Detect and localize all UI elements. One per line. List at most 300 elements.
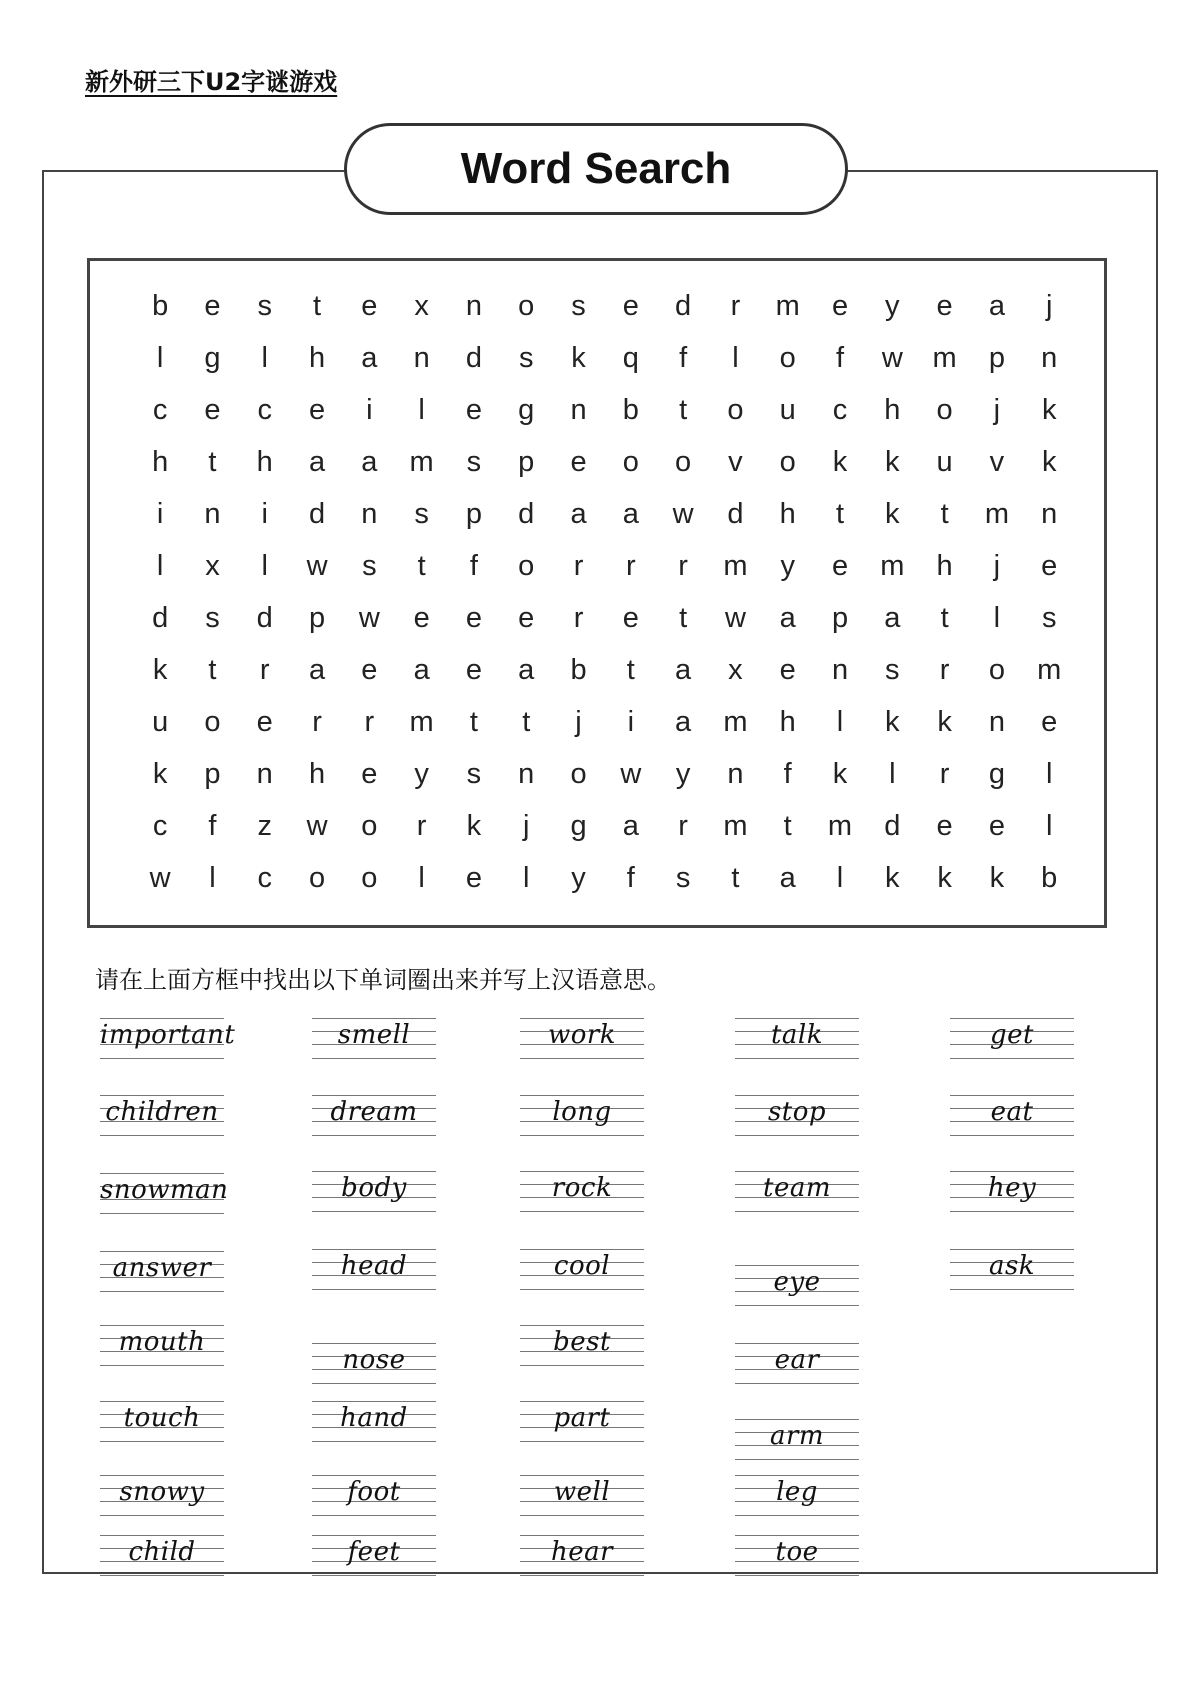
vocab-word-dream [312, 1092, 436, 1140]
grid-letter[interactable]: e [622, 601, 639, 634]
vocab-word-text: children [105, 1097, 219, 1127]
grid-row [134, 800, 1064, 852]
grid-letter[interactable]: n [831, 653, 849, 686]
grid-letter[interactable]: n [413, 341, 430, 374]
grid-letter[interactable]: w [306, 809, 328, 842]
grid-letter[interactable]: a [622, 809, 639, 842]
vocab-word-head [312, 1246, 436, 1294]
grid-letter[interactable]: d [308, 497, 326, 530]
grid-letter[interactable]: c [152, 809, 168, 842]
vocab-word-text: mouth [118, 1327, 206, 1357]
grid-letter[interactable]: e [308, 393, 326, 426]
grid-letter[interactable]: l [993, 601, 1001, 634]
grid-letter[interactable]: k [1041, 393, 1057, 426]
grid-letter[interactable]: o [361, 809, 378, 842]
grid-letter[interactable]: a [622, 497, 639, 530]
vocab-word-child [100, 1532, 224, 1580]
vocab-word-text: toe [775, 1537, 819, 1567]
grid-letter[interactable]: r [730, 289, 741, 322]
vocab-word-foot [312, 1472, 436, 1520]
grid-letter[interactable]: k [571, 341, 586, 374]
grid-letter[interactable]: e [988, 809, 1005, 842]
vocab-word-important [100, 1015, 236, 1063]
grid-letter[interactable]: l [523, 861, 530, 894]
vocab-word-text: talk [770, 1020, 824, 1050]
grid-letter[interactable]: n [988, 705, 1005, 738]
grid-letter[interactable]: a [413, 653, 430, 686]
grid-letter[interactable]: l [209, 861, 216, 894]
grid-letter[interactable]: c [152, 393, 168, 426]
grid-letter[interactable]: o [361, 861, 378, 894]
grid-letter[interactable]: d [727, 497, 744, 530]
grid-letter[interactable]: s [414, 497, 429, 530]
vocab-word-rock [520, 1168, 644, 1216]
grid-letter[interactable]: d [152, 601, 169, 634]
grid-letter[interactable]: d [675, 289, 692, 322]
grid-letter[interactable]: e [570, 445, 587, 478]
grid-letter[interactable]: g [570, 809, 587, 842]
vocab-word-work [520, 1015, 644, 1063]
grid-row [134, 488, 1064, 540]
grid-letter[interactable]: r [939, 653, 950, 686]
vocab-word-text: part [553, 1403, 611, 1433]
vocab-word-nose [312, 1340, 436, 1388]
vocab-word-text: get [990, 1020, 1034, 1050]
grid-letter[interactable]: r [573, 549, 584, 582]
grid-letter[interactable]: e [936, 809, 953, 842]
vocab-word-eat [950, 1092, 1074, 1140]
grid-letter[interactable]: w [149, 861, 171, 894]
grid-letter[interactable]: d [465, 341, 482, 374]
grid-letter[interactable]: r [625, 549, 636, 582]
grid-letter[interactable]: h [779, 705, 796, 738]
grid-letter[interactable]: u [936, 445, 953, 478]
grid-letter[interactable]: s [518, 341, 534, 374]
vocab-word-best [520, 1322, 644, 1370]
vocab-word-text: team [763, 1173, 831, 1203]
grid-letter[interactable]: m [409, 445, 434, 478]
vocab-word-text: answer [112, 1253, 212, 1283]
vocab-word-text: touch [123, 1403, 201, 1433]
grid-letter[interactable]: x [728, 653, 743, 686]
grid-letter[interactable]: k [832, 757, 848, 790]
grid-letter[interactable]: o [308, 861, 326, 894]
grid-letter[interactable]: l [418, 393, 425, 426]
grid-letter[interactable]: r [364, 705, 375, 738]
grid-letter[interactable]: f [679, 341, 688, 374]
grid-letter[interactable]: a [361, 341, 378, 374]
vocab-word-cool [520, 1246, 644, 1294]
grid-letter[interactable]: p [204, 757, 221, 790]
vocab-word-answer [100, 1248, 224, 1296]
grid-letter[interactable]: a [675, 653, 692, 686]
grid-letter[interactable]: d [884, 809, 901, 842]
vocab-word-talk [735, 1015, 859, 1063]
grid-letter[interactable]: e [204, 289, 221, 322]
vocab-word-feet [312, 1532, 436, 1580]
grid-letter[interactable]: v [989, 445, 1005, 478]
grid-letter[interactable]: e [204, 393, 221, 426]
grid-letter[interactable]: i [627, 705, 635, 738]
grid-letter[interactable]: r [678, 549, 688, 582]
vocab-word-part [520, 1398, 644, 1446]
grid-letter[interactable]: q [622, 341, 639, 374]
grid-letter[interactable]: f [626, 861, 635, 894]
grid-letter[interactable]: e [1041, 705, 1058, 738]
grid-letter[interactable]: h [152, 445, 169, 478]
grid-letter[interactable]: l [1045, 757, 1053, 790]
grid-letter[interactable]: h [308, 757, 326, 790]
grid-letter[interactable]: a [779, 861, 796, 894]
grid-letter[interactable]: n [1041, 497, 1058, 530]
grid-row [134, 540, 1064, 592]
grid-letter[interactable]: r [259, 653, 270, 686]
vocab-word-text: eye [773, 1267, 821, 1297]
grid-letter[interactable]: e [361, 289, 378, 322]
grid-letter[interactable]: a [675, 705, 692, 738]
grid-letter[interactable]: w [358, 601, 380, 634]
vocab-word-text: hey [987, 1173, 1037, 1203]
grid-letter[interactable]: t [208, 445, 217, 478]
grid-letter[interactable]: m [775, 289, 800, 322]
grid-letter[interactable]: o [518, 549, 535, 582]
grid-letter[interactable]: b [1041, 861, 1058, 894]
grid-row [134, 852, 1064, 904]
vocab-word-hand [312, 1398, 436, 1446]
vocab-word-text: rock [551, 1173, 613, 1203]
vocab-word-text: important [100, 1020, 236, 1050]
vocab-word-body [312, 1168, 436, 1216]
grid-row [134, 384, 1064, 436]
grid-letter[interactable]: s [1041, 601, 1057, 634]
grid-letter[interactable]: l [732, 341, 739, 374]
grid-letter[interactable]: l [836, 861, 844, 894]
grid-letter[interactable]: d [256, 601, 273, 634]
grid-letter[interactable]: k [152, 653, 168, 686]
grid-letter[interactable]: l [889, 757, 896, 790]
grid-letter[interactable]: a [361, 445, 378, 478]
vocab-word-text: snowy [119, 1477, 205, 1507]
vocab-word-text: smell [337, 1020, 411, 1050]
grid-letter[interactable]: e [413, 601, 430, 634]
grid-letter[interactable]: l [156, 341, 164, 374]
grid-letter[interactable]: t [469, 705, 478, 738]
grid-letter[interactable]: c [257, 393, 272, 426]
grid-letter[interactable]: g [204, 341, 221, 374]
grid-letter[interactable]: n [727, 757, 744, 790]
grid-letter[interactable]: f [835, 341, 845, 374]
grid-letter[interactable]: a [988, 289, 1005, 322]
grid-letter[interactable]: t [626, 653, 635, 686]
grid-row [134, 332, 1064, 384]
grid-letter[interactable]: e [831, 289, 849, 322]
grid-letter[interactable]: r [312, 705, 322, 738]
grid-row [134, 592, 1064, 644]
vocab-word-team [735, 1168, 859, 1216]
grid-letter[interactable]: o [204, 705, 221, 738]
grid-letter[interactable]: a [518, 653, 535, 686]
grid-letter[interactable]: e [465, 601, 482, 634]
grid-letter[interactable]: k [885, 445, 900, 478]
grid-letter[interactable]: f [469, 549, 478, 582]
word-search-title: Word Search [460, 144, 732, 193]
grid-letter[interactable]: y [780, 549, 795, 582]
grid-letter[interactable]: k [989, 861, 1005, 894]
grid-letter[interactable]: z [257, 809, 272, 842]
vocab-word-text: nose [342, 1345, 406, 1375]
grid-letter[interactable]: t [679, 601, 688, 634]
grid-letter[interactable]: m [827, 809, 853, 842]
grid-row [134, 436, 1064, 488]
grid-letter[interactable]: l [836, 705, 844, 738]
vocab-word-touch [100, 1398, 224, 1446]
grid-letter[interactable]: y [885, 289, 900, 322]
vocab-word-text: eat [990, 1097, 1034, 1127]
grid-letter[interactable]: n [570, 393, 587, 426]
vocab-word-get [950, 1015, 1074, 1063]
grid-letter[interactable]: e [779, 653, 796, 686]
grid-letter[interactable]: m [880, 549, 905, 582]
grid-letter[interactable]: o [622, 445, 639, 478]
grid-letter[interactable]: n [256, 757, 273, 790]
grid-letter[interactable]: p [988, 341, 1005, 374]
grid-letter[interactable]: j [523, 809, 530, 842]
grid-letter[interactable]: i [261, 497, 268, 530]
vocab-word-text: ear [774, 1345, 820, 1375]
grid-letter[interactable]: k [937, 861, 952, 894]
grid-letter[interactable]: k [885, 497, 900, 530]
grid-letter[interactable]: h [256, 445, 273, 478]
vocab-word-text: foot [347, 1477, 401, 1507]
grid-letter[interactable]: t [783, 809, 792, 842]
grid-letter[interactable]: o [570, 757, 587, 790]
grid-letter[interactable]: k [152, 757, 168, 790]
grid-letter[interactable]: e [622, 289, 639, 322]
vocab-word-text: hear [550, 1537, 614, 1567]
grid-letter[interactable]: s [257, 289, 272, 322]
vocab-word-text: feet [347, 1537, 401, 1567]
grid-row [134, 748, 1064, 800]
vocab-word-text: head [340, 1251, 408, 1281]
vocab-word-text: ask [988, 1251, 1036, 1281]
grid-letter[interactable]: r [573, 601, 584, 634]
grid-letter[interactable]: d [518, 497, 535, 530]
grid-letter[interactable]: h [308, 341, 326, 374]
grid-letter[interactable]: p [518, 445, 535, 478]
grid-letter[interactable]: w [620, 757, 642, 790]
grid-letter[interactable]: e [465, 861, 482, 894]
vocab-word-text: work [547, 1020, 617, 1050]
grid-row [134, 696, 1064, 748]
grid-letter[interactable]: b [622, 393, 639, 426]
grid-letter[interactable]: u [152, 705, 169, 738]
grid-letter[interactable]: k [937, 705, 952, 738]
grid-letter[interactable]: t [417, 549, 426, 582]
vocab-word-eye [735, 1262, 859, 1310]
grid-letter[interactable]: t [940, 601, 949, 634]
vocab-word-hear [520, 1532, 644, 1580]
grid-letter[interactable]: m [1037, 653, 1062, 686]
vocab-word-toe [735, 1532, 859, 1580]
vocab-word-text: body [341, 1173, 407, 1203]
grid-letter[interactable]: h [936, 549, 953, 582]
grid-letter[interactable]: w [672, 497, 694, 530]
grid-letter[interactable]: n [361, 497, 378, 530]
grid-letter[interactable]: e [936, 289, 953, 322]
vocab-word-text: long [552, 1097, 612, 1127]
grid-letter[interactable]: k [466, 809, 482, 842]
vocab-word-text: well [553, 1477, 611, 1507]
grid-letter[interactable]: m [984, 497, 1009, 530]
grid-letter[interactable]: n [204, 497, 221, 530]
grid-letter[interactable]: e [831, 549, 849, 582]
grid-letter[interactable]: n [518, 757, 535, 790]
grid-letter[interactable]: s [675, 861, 691, 894]
grid-letter[interactable]: o [727, 393, 744, 426]
vocab-word-text: best [553, 1327, 611, 1357]
grid-letter[interactable]: t [679, 393, 688, 426]
grid-letter[interactable]: n [1041, 341, 1058, 374]
grid-letter[interactable]: k [885, 705, 900, 738]
grid-letter[interactable]: t [522, 705, 531, 738]
grid-letter[interactable]: i [366, 393, 373, 426]
grid-letter[interactable]: s [571, 289, 586, 322]
grid-letter[interactable]: y [414, 757, 429, 790]
grid-letter[interactable]: r [678, 809, 688, 842]
grid-letter[interactable]: l [261, 549, 268, 582]
grid-letter[interactable]: e [465, 653, 482, 686]
grid-letter[interactable]: i [156, 497, 164, 530]
grid-letter[interactable]: x [414, 289, 429, 322]
grid-letter[interactable]: t [731, 861, 740, 894]
grid-letter[interactable]: k [1041, 445, 1057, 478]
grid-letter[interactable]: a [884, 601, 901, 634]
vocab-word-arm [735, 1416, 859, 1464]
grid-letter[interactable]: a [779, 601, 796, 634]
grid-letter[interactable]: o [779, 341, 796, 374]
grid-letter[interactable]: a [308, 445, 326, 478]
vocab-word-mouth [100, 1322, 224, 1370]
grid-letter[interactable]: w [881, 341, 903, 374]
vocab-word-snowy [100, 1472, 224, 1520]
grid-letter[interactable]: r [416, 809, 427, 842]
vocab-word-stop [735, 1092, 859, 1140]
grid-letter[interactable]: c [832, 393, 848, 426]
grid-letter[interactable]: j [993, 549, 1001, 582]
grid-letter[interactable]: m [723, 809, 748, 842]
grid-letter[interactable]: e [1041, 549, 1058, 582]
grid-letter[interactable]: k [885, 861, 900, 894]
grid-letter[interactable]: e [465, 393, 482, 426]
grid-letter[interactable]: j [1045, 289, 1053, 322]
grid-letter[interactable]: s [885, 653, 900, 686]
grid-letter[interactable]: h [884, 393, 901, 426]
grid-letter[interactable]: a [308, 653, 326, 686]
vocab-word-long [520, 1092, 644, 1140]
vocab-word-hey [950, 1168, 1074, 1216]
grid-letter[interactable]: t [940, 497, 949, 530]
grid-row [134, 280, 1064, 332]
grid-row [134, 644, 1064, 696]
grid-letter[interactable]: o [675, 445, 692, 478]
vocab-word-text: leg [776, 1477, 818, 1507]
grid-letter[interactable]: v [728, 445, 743, 478]
grid-letter[interactable]: m [409, 705, 434, 738]
letter-grid [134, 280, 1064, 904]
grid-letter[interactable]: s [466, 445, 482, 478]
grid-letter[interactable]: w [724, 601, 746, 634]
grid-letter[interactable]: e [518, 601, 535, 634]
grid-letter[interactable]: m [932, 341, 957, 374]
grid-letter[interactable]: o [518, 289, 535, 322]
grid-letter[interactable]: e [256, 705, 273, 738]
grid-letter[interactable]: m [723, 705, 748, 738]
grid-letter[interactable]: l [418, 861, 425, 894]
word-search-title-banner [344, 123, 848, 215]
grid-letter[interactable]: g [988, 757, 1005, 790]
grid-letter[interactable]: p [831, 601, 849, 634]
vocab-word-text: child [128, 1537, 196, 1567]
grid-letter[interactable]: r [939, 757, 950, 790]
grid-letter[interactable]: t [835, 497, 845, 530]
vocab-word-text: stop [767, 1097, 827, 1127]
grid-letter[interactable]: o [988, 653, 1005, 686]
grid-letter[interactable]: x [205, 549, 220, 582]
grid-letter[interactable]: l [261, 341, 268, 374]
document-title: 新外研三下U2字谜游戏 [85, 68, 338, 96]
grid-letter[interactable]: f [783, 757, 792, 790]
grid-letter[interactable]: o [779, 445, 796, 478]
grid-letter[interactable]: p [465, 497, 482, 530]
grid-letter[interactable]: j [993, 393, 1001, 426]
grid-letter[interactable]: n [465, 289, 482, 322]
grid-letter[interactable]: y [675, 757, 691, 790]
vocab-word-leg [735, 1472, 859, 1520]
grid-letter[interactable]: o [936, 393, 953, 426]
grid-letter[interactable]: s [466, 757, 482, 790]
grid-letter[interactable]: y [571, 861, 586, 894]
grid-letter[interactable]: b [152, 289, 169, 322]
grid-letter[interactable]: p [308, 601, 326, 634]
vocab-word-well [520, 1472, 644, 1520]
grid-letter[interactable]: c [257, 861, 272, 894]
grid-letter[interactable]: m [723, 549, 748, 582]
grid-letter[interactable]: j [575, 705, 582, 738]
grid-letter[interactable]: u [779, 393, 796, 426]
grid-letter[interactable]: w [306, 549, 328, 582]
grid-letter[interactable]: l [1045, 809, 1053, 842]
grid-letter[interactable]: l [156, 549, 164, 582]
grid-letter[interactable]: t [313, 289, 322, 322]
grid-letter[interactable]: s [362, 549, 377, 582]
instruction-text: 请在上面方框中找出以下单词圈出来并写上汉语意思。 [95, 966, 671, 994]
vocab-word-ask [950, 1246, 1074, 1294]
grid-letter[interactable]: e [361, 653, 378, 686]
grid-letter[interactable]: b [570, 653, 587, 686]
grid-letter[interactable]: g [518, 393, 535, 426]
vocab-word-text: cool [553, 1251, 611, 1281]
vocab-word-snowman [100, 1170, 229, 1218]
vocab-word-text: hand [340, 1403, 408, 1433]
grid-letter[interactable]: k [832, 445, 848, 478]
grid-letter[interactable]: t [208, 653, 217, 686]
grid-letter[interactable]: f [208, 809, 217, 842]
vocab-word-ear [735, 1340, 859, 1388]
grid-letter[interactable]: e [361, 757, 378, 790]
grid-letter[interactable]: a [570, 497, 587, 530]
grid-letter[interactable]: h [779, 497, 796, 530]
grid-letter[interactable]: s [205, 601, 220, 634]
